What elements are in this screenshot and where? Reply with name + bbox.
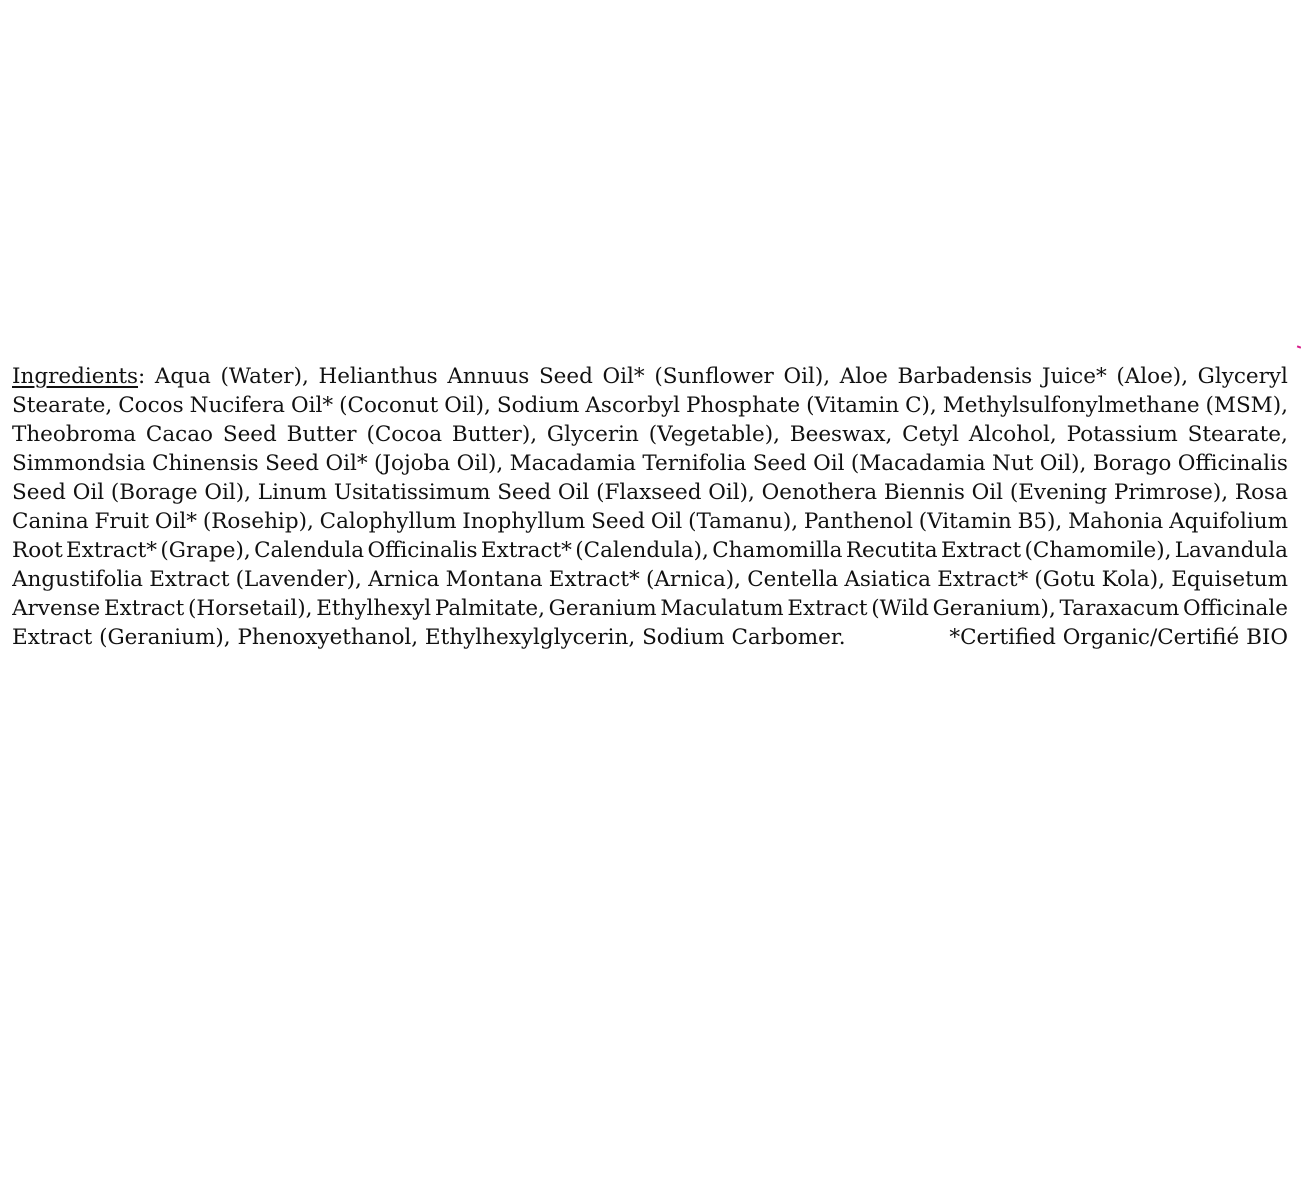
certified-organic-note: *Certified Organic/Certifié BIO: [949, 625, 1288, 650]
ingredient-word: Arvense: [12, 596, 101, 621]
ingredient-word: Methylsulfonylmethane: [942, 393, 1200, 418]
ingredient-word: Oil),: [456, 451, 504, 476]
ingredient-word: (Chamomile),: [1024, 538, 1172, 563]
ingredients-line: [12, 449, 1288, 478]
ingredient-word: Stearate,: [12, 393, 113, 418]
ingredient-word: (Aloe),: [1116, 364, 1189, 389]
ingredient-word: Phosphate: [686, 393, 801, 418]
ingredient-word: Centella: [747, 567, 839, 592]
ingredient-word: Kola),: [1101, 567, 1165, 592]
ingredient-word: Oil),: [783, 364, 831, 389]
ingredient-word: Mahonia: [1068, 509, 1164, 534]
ingredients-heading-group: [12, 362, 145, 391]
ingredients-heading: Ingredients: [12, 364, 138, 389]
ingredients-line: [12, 507, 1288, 536]
ingredient-word: Biennis: [883, 480, 965, 505]
ingredients-line: [12, 478, 1288, 507]
ingredient-word: Ternifolia: [642, 451, 747, 476]
ingredient-word: Extract*: [480, 538, 572, 563]
ingredient-word: Glycerin: [546, 422, 639, 447]
ingredient-word: Aquifolium: [1169, 509, 1288, 534]
ingredient-word: Palmitate,: [434, 596, 545, 621]
ingredient-word: Arnica: [368, 567, 440, 592]
ingredient-word: Seed: [752, 451, 807, 476]
ingredients-line: [12, 536, 1288, 565]
ingredients-line: [12, 362, 1288, 391]
ingredient-word: Glyceryl: [1197, 364, 1288, 389]
ingredient-word: Stearate,: [1187, 422, 1288, 447]
ingredient-word: (Wild: [871, 596, 929, 621]
ingredient-word: Extract: [149, 567, 230, 592]
ingredient-word: Seed: [591, 509, 646, 534]
ingredient-word: Borago: [1092, 451, 1172, 476]
ingredient-word: Oil),: [708, 480, 755, 505]
ingredient-word: Asiatica: [844, 567, 932, 592]
ingredient-word: Butter),: [451, 422, 538, 447]
ingredient-word: C),: [905, 393, 937, 418]
ingredient-word: Oil: [971, 480, 1004, 505]
ingredient-word: Oil: [72, 480, 105, 505]
ingredient-word: (Macadamia: [850, 451, 986, 476]
ingredient-word: Cocos: [118, 393, 184, 418]
ingredient-word: Geranium),: [932, 596, 1056, 621]
ingredients-line: [12, 391, 1288, 420]
ingredient-word: Theobroma: [12, 422, 137, 447]
ingredient-word: (Tamanu),: [688, 509, 799, 534]
ingredient-word: Montana: [445, 567, 543, 592]
ingredient-word: Oil),: [444, 393, 491, 418]
ingredient-word: Oil: [813, 451, 845, 476]
ingredient-word: (Sunflower: [654, 364, 774, 389]
ingredient-word: (Borage: [110, 480, 198, 505]
ingredients-heading-colon: :: [138, 364, 146, 389]
ingredient-word: (Arnica),: [646, 567, 741, 592]
ingredient-word: Maculatum: [660, 596, 784, 621]
ingredient-word: Rosa: [1234, 480, 1288, 505]
ingredient-word: Annuus: [447, 364, 530, 389]
ingredient-word: (Evening: [1009, 480, 1108, 505]
ingredient-word: Extract*: [548, 567, 640, 592]
ingredient-word: Oil*: [291, 393, 334, 418]
ingredient-word: Extract*: [937, 567, 1029, 592]
ingredients-line: [12, 420, 1288, 449]
ingredient-word: Officinalis: [1177, 451, 1288, 476]
ingredient-word: Potassium: [1066, 422, 1178, 447]
ingredients-label: [12, 362, 1288, 652]
ingredient-word: Cetyl: [902, 422, 959, 447]
ingredient-word: Oil*: [602, 364, 645, 389]
ingredient-word: (Grape),: [160, 538, 251, 563]
ingredient-word: Usitatissimum: [333, 480, 491, 505]
ingredient-word: Oil),: [1039, 451, 1087, 476]
ingredient-word: Seed: [12, 480, 66, 505]
ingredient-word: Extract: [787, 596, 868, 621]
ingredient-word: Officinale: [1183, 596, 1288, 621]
ingredient-word: Equisetum: [1171, 567, 1288, 592]
ingredient-word: Seed: [265, 451, 320, 476]
ingredient-word: Simmondsia: [12, 451, 146, 476]
ingredient-word: Seed: [538, 364, 593, 389]
ingredient-word: Alcohol,: [968, 422, 1057, 447]
ingredient-word: (Calendula),: [575, 538, 709, 563]
ingredient-word: Angustifolia: [12, 567, 144, 592]
ingredient-word: Officinalis: [367, 538, 478, 563]
ingredient-word: Linum: [257, 480, 328, 505]
ingredient-word: (Lavender),: [235, 567, 362, 592]
ingredient-word: (Horsetail),: [187, 596, 313, 621]
ingredient-word: Oil: [650, 509, 683, 534]
ingredient-word: Recutita: [845, 538, 938, 563]
ingredient-word: Oil: [557, 480, 590, 505]
ingredients-line: [12, 565, 1288, 594]
ingredients-final-text: Extract (Geranium), Phenoxyethanol, Ethylhexylglycerin, Sodium Carbomer.: [12, 625, 846, 650]
ingredient-word: (Gotu: [1034, 567, 1096, 592]
ingredient-word: (Vegetable),: [648, 422, 780, 447]
ingredient-word: (Rosehip),: [202, 509, 314, 534]
ingredient-word: (MSM),: [1205, 393, 1288, 418]
ingredients-line: [12, 594, 1288, 623]
ingredient-word: (Jojoba: [374, 451, 451, 476]
ingredient-word: Seed: [497, 480, 552, 505]
ingredient-word: Nut: [992, 451, 1034, 476]
ingredient-word: Geranium: [548, 596, 657, 621]
ingredient-word: Juice*: [1041, 364, 1107, 389]
ingredient-word: Aqua: [154, 364, 211, 389]
ingredient-word: Aloe: [839, 364, 888, 389]
ingredient-word: Lavandula: [1174, 538, 1288, 563]
ingredient-word: Extract: [940, 538, 1022, 563]
ingredient-word: Calendula: [254, 538, 365, 563]
ingredient-word: Macadamia: [509, 451, 636, 476]
ingredient-word: Oenothera: [761, 480, 878, 505]
ingredient-word: Root: [12, 538, 63, 563]
ingredient-word: Helianthus: [318, 364, 438, 389]
ingredient-word: (Coconut: [339, 393, 439, 418]
ingredient-word: B5),: [1017, 509, 1063, 534]
ingredient-word: Extract*: [66, 538, 158, 563]
ingredient-word: Chinensis: [152, 451, 259, 476]
ingredient-word: Chamomilla: [712, 538, 843, 563]
ingredient-word: Panthenol: [803, 509, 913, 534]
ingredient-word: Cacao: [145, 422, 213, 447]
ingredient-word: Oil),: [204, 480, 252, 505]
ingredient-word: Seed: [222, 422, 277, 447]
ingredient-word: Inophyllum: [462, 509, 586, 534]
ingredient-word: Canina: [12, 509, 89, 534]
ingredient-word: Extract: [103, 596, 185, 621]
ingredient-word: Oil*: [154, 509, 197, 534]
ingredient-word: Ethylhexyl: [316, 596, 432, 621]
ingredient-word: Fruit: [94, 509, 150, 534]
ingredient-word: Sodium: [496, 393, 580, 418]
corner-print-mark: [1297, 345, 1301, 348]
ingredient-word: Butter: [286, 422, 357, 447]
ingredient-word: Ascorbyl: [585, 393, 681, 418]
ingredient-word: (Flaxseed: [596, 480, 702, 505]
ingredient-word: Nucifera: [189, 393, 285, 418]
ingredient-word: (Vitamin: [918, 509, 1012, 534]
ingredient-word: Primrose),: [1113, 480, 1229, 505]
ingredient-word: Barbadensis: [897, 364, 1033, 389]
ingredient-word: Taraxacum: [1059, 596, 1180, 621]
ingredient-word: Beeswax,: [789, 422, 893, 447]
ingredient-word: Calophyllum: [319, 509, 457, 534]
ingredient-word: Oil*: [325, 451, 368, 476]
ingredient-word: (Cocoa: [366, 422, 443, 447]
ingredients-final-line: [12, 623, 1288, 652]
ingredient-word: (Vitamin: [806, 393, 900, 418]
ingredient-word: (Water),: [220, 364, 309, 389]
